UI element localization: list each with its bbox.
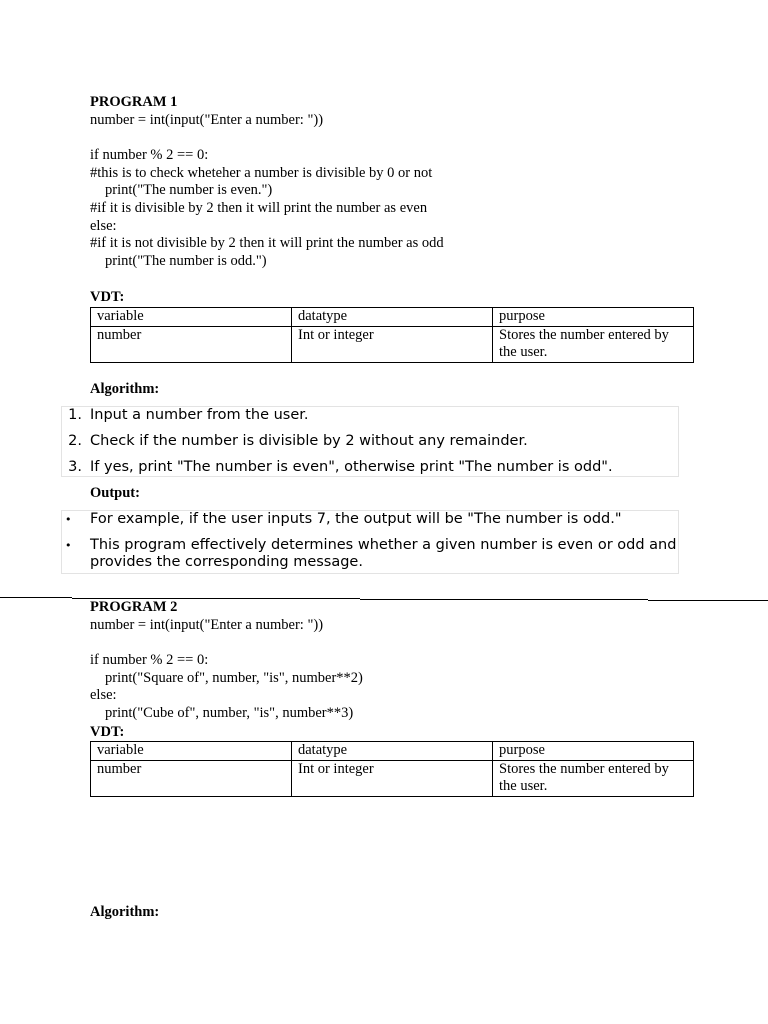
bullet-icon: •	[65, 539, 72, 552]
table-cell: number	[91, 326, 292, 362]
code-line: print("Cube of", number, "is", number**3)	[105, 704, 354, 721]
list-item-text: This program effectively determines whether a given number is even or odd and provides the corresponding message.	[90, 537, 677, 570]
code-line: number = int(input("Enter a number: "))	[90, 112, 324, 128]
bullet-icon: •	[65, 513, 72, 526]
divider	[0, 597, 72, 598]
table-row	[91, 760, 694, 796]
header-cell: datatype	[292, 742, 493, 761]
table-cell: Int or integer	[292, 326, 493, 362]
table-header-row	[91, 308, 694, 327]
program1-vdt-table	[90, 307, 694, 363]
header-cell: variable	[91, 308, 292, 327]
program2-algorithm-label: Algorithm:	[90, 904, 160, 920]
table-cell: number	[91, 760, 292, 796]
code-line: #if it is divisible by 2 then it will print the number as even	[90, 199, 428, 216]
list-item	[62, 537, 678, 571]
list-item-text: Check if the number is divisible by 2 without any remainder.	[90, 433, 528, 449]
code-line	[90, 130, 444, 148]
code-line: else:	[90, 217, 117, 234]
program2-vdt-label: VDT:	[90, 724, 125, 740]
table-cell: Int or integer	[292, 760, 493, 796]
program1-output-label: Output:	[90, 485, 140, 501]
list-item-text: Input a number from the user.	[90, 407, 309, 423]
divider	[360, 599, 648, 600]
code-line: if number % 2 == 0:	[90, 652, 209, 669]
code-line: print("The number is odd.")	[105, 252, 267, 269]
program1-title: PROGRAM 1	[90, 94, 178, 110]
code-line: print("Square of", number, "is", number**2)	[105, 669, 363, 686]
code-line: #if it is not divisible by 2 then it will print the number as odd	[90, 235, 444, 252]
code-line: print("The number is even.")	[105, 182, 273, 199]
program2-title: PROGRAM 2	[90, 599, 178, 615]
table-cell: Stores the number entered by the user.	[493, 326, 694, 362]
header-cell: purpose	[493, 308, 694, 327]
output-list	[61, 510, 679, 574]
list-item-text: If yes, print "The number is even", otherwise print "The number is odd".	[90, 459, 613, 475]
header-cell: variable	[91, 742, 292, 761]
list-item	[62, 433, 678, 450]
code-line: else:	[90, 687, 117, 704]
program2-vdt-table	[90, 741, 694, 797]
table-header-row	[91, 742, 694, 761]
table-cell: Stores the number entered by the user.	[493, 760, 694, 796]
table-row	[91, 326, 694, 362]
header-cell: purpose	[493, 742, 694, 761]
header-cell: datatype	[292, 308, 493, 327]
list-item-text: For example, if the user inputs 7, the output will be "The number is odd."	[90, 511, 622, 527]
list-number: 3.	[68, 459, 82, 475]
list-item	[62, 459, 678, 476]
code-line: number = int(input("Enter a number: "))	[90, 617, 324, 633]
program1-algorithm-label: Algorithm:	[90, 381, 160, 397]
list-number: 2.	[68, 433, 82, 449]
divider	[648, 600, 768, 601]
code-line: if number % 2 == 0:	[90, 147, 209, 164]
program2-code	[90, 617, 363, 723]
code-line: #this is to check wheteher a number is divisible by 0 or not	[90, 164, 433, 181]
algorithm-list	[61, 406, 679, 477]
program1-vdt-label: VDT:	[90, 289, 125, 305]
list-number: 1.	[68, 407, 82, 423]
code-line	[90, 635, 363, 653]
program1-code	[90, 112, 444, 270]
list-item	[62, 407, 678, 424]
list-item	[62, 511, 678, 528]
